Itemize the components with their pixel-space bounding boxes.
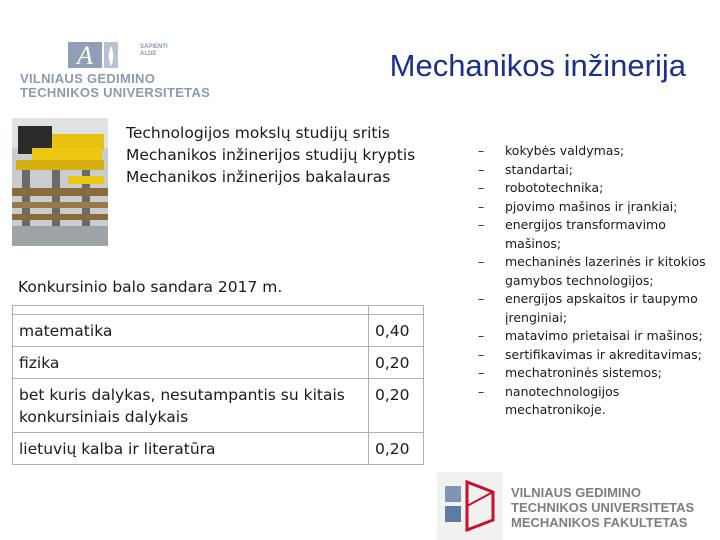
dash-bullet: – xyxy=(478,346,485,362)
weight-cell: 0,40 xyxy=(369,315,424,347)
dash-bullet: – xyxy=(478,254,485,269)
table-row xyxy=(13,347,424,379)
subject-cell: lietuvių kalba ir literatūra xyxy=(13,433,369,465)
list-item xyxy=(478,253,718,290)
list-item-text: energijos apskaitos ir taupymo įrenginiai; xyxy=(505,291,698,325)
weight-cell: 0,20 xyxy=(369,347,424,379)
table-row xyxy=(13,433,424,465)
table-row-spacer xyxy=(13,306,424,315)
list-item-text: pjovimo mašinos ir įrankiai; xyxy=(505,198,678,214)
logo-motto: SAPIENTI ALDE xyxy=(140,44,168,57)
dash-bullet: – xyxy=(478,180,485,195)
topics-list xyxy=(478,142,718,420)
dash-bullet: – xyxy=(478,291,485,306)
list-item xyxy=(478,346,718,365)
list-item-text: mechatroninės sistemos; xyxy=(505,365,662,380)
list-item-text: matavimo prietaisai ir mašinos; xyxy=(505,328,703,343)
list-item xyxy=(478,179,718,198)
table-row xyxy=(13,379,424,433)
list-item-text: energijos transformavimo mašinos; xyxy=(505,217,666,251)
list-item xyxy=(478,216,718,253)
study-direction: Mechanikos inžinerijos studijų kryptis xyxy=(126,146,416,164)
logo-line-2: TECHNIKOS UNIVERSITETAS xyxy=(20,85,211,100)
svg-text:A: A xyxy=(77,41,93,70)
factory-machine-photo xyxy=(12,118,108,246)
dash-bullet: – xyxy=(478,217,485,232)
subject-cell: matematika xyxy=(13,315,369,347)
study-degree: Mechanikos inžinerijos bakalauras xyxy=(126,168,391,186)
dash-bullet: – xyxy=(478,143,485,158)
program-description xyxy=(126,122,415,188)
page-title: Mechanikos inžinerija xyxy=(389,48,686,83)
subject-cell: bet kuris dalykas, nesutampantis su kitais konkursiniais dalykais xyxy=(13,379,369,433)
list-item-text: nanotechnologijos mechatronikoje. xyxy=(505,383,620,417)
logo-line-1: VILNIAUS GEDIMINO xyxy=(20,71,156,86)
weight-cell: 0,20 xyxy=(369,433,424,465)
list-item xyxy=(478,198,718,217)
list-item xyxy=(478,161,718,180)
score-table xyxy=(12,305,424,465)
dash-bullet: – xyxy=(478,161,485,177)
list-item xyxy=(478,383,718,420)
faculty-logo-line-1: VILNIAUS GEDIMINO xyxy=(511,485,642,500)
dash-bullet: – xyxy=(478,198,485,214)
dash-bullet: – xyxy=(478,328,485,343)
score-structure-title: Konkursinio balo sandara 2017 m. xyxy=(18,278,283,296)
faculty-logo xyxy=(437,472,720,540)
study-area: Technologijos mokslų studijų sritis xyxy=(126,124,390,142)
list-item-text: mechaninės lazerinės ir kitokios gamybos technologijos; xyxy=(505,254,706,288)
faculty-emblem-icon xyxy=(437,472,503,540)
list-item-text: standartai; xyxy=(505,161,573,177)
university-logo xyxy=(20,40,210,102)
dash-bullet: – xyxy=(478,365,485,380)
faculty-logo-box xyxy=(437,472,503,540)
list-item xyxy=(478,142,718,161)
list-item xyxy=(478,364,718,383)
faculty-logo-line-3: MECHANIKOS FAKULTETAS xyxy=(511,515,688,530)
list-item-text: kokybės valdymas; xyxy=(505,143,625,158)
list-item xyxy=(478,290,718,327)
list-item-text: sertifikavimas ir akreditavimas; xyxy=(505,346,702,362)
university-emblem-icon xyxy=(68,40,138,70)
weight-cell: 0,20 xyxy=(369,379,424,433)
dash-bullet: – xyxy=(478,383,485,399)
table-row xyxy=(13,315,424,347)
subject-cell: fizika xyxy=(13,347,369,379)
faculty-logo-line-2: TECHNIKOS UNIVERSITETAS xyxy=(511,500,695,515)
list-item xyxy=(478,327,718,346)
list-item-text: robototechnika; xyxy=(505,180,604,195)
